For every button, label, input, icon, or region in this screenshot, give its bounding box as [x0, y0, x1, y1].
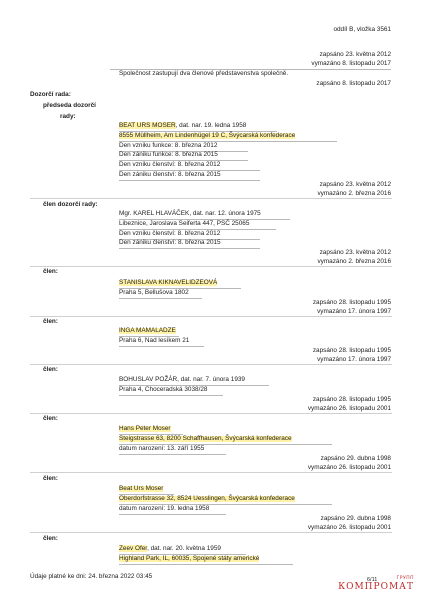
membership-start: Den vzniku členství: 8. března 2012 — [119, 161, 221, 168]
role-label: člen: — [43, 268, 58, 275]
person-dob: , dat. nar. 20. května 1959 — [147, 545, 221, 552]
role-label: člen: — [43, 535, 58, 542]
watermark-logo: ГРУПП КОМПРОМАТ — [338, 576, 414, 592]
person-address: Praha 5, Bellušova 1802 — [119, 289, 189, 296]
role-label: člen: — [43, 415, 58, 422]
entry-deleted-date: vymazáno 8. listopadu 2017 — [311, 60, 391, 67]
entry-registered-date: zapsáno 28. listopadu 1995 — [312, 396, 391, 403]
section-divider — [30, 266, 392, 267]
underline — [119, 180, 260, 181]
person-dob: datum narození: 19. ledna 1958 — [119, 505, 210, 512]
person-name: INGA MAMALADZE — [119, 327, 176, 334]
page-number: 6/11 — [367, 577, 378, 583]
entry-registered-date: zapsáno 23. května 2012 — [319, 51, 391, 58]
person-name: Hans Peter Moser — [119, 425, 171, 432]
person-address: Libeznice, Jaroslava Seiferta 447, PSČ 25065 — [119, 220, 250, 227]
underline — [119, 564, 293, 565]
entry-registered-date: zapsáno 8. listopadu 2017 — [316, 80, 391, 87]
underline — [119, 248, 260, 249]
entry-deleted-date: vymazáno 2. března 2016 — [317, 258, 391, 265]
section-divider — [30, 198, 392, 199]
person-name-line — [119, 546, 221, 552]
person-name: BEAT URS MOSER — [119, 122, 176, 129]
role-label: předseda dozorčí — [43, 102, 96, 109]
entry-deleted-date: vymazáno 17. února 1997 — [317, 308, 391, 315]
person-address: Praha 4, Choceradská 3038/28 — [119, 386, 208, 393]
person-address: Highland Park, IL, 60035, Spojené státy americké — [119, 555, 260, 562]
person-address: Oberdorfstrasse 32, 8524 Uesslingen, Švýcarská konfederace — [119, 495, 295, 502]
function-start: Den vzniku funkce: 8. března 2012 — [119, 142, 218, 149]
entry-deleted-date: vymazáno 26. listopadu 2001 — [307, 405, 391, 412]
document-reference: oddíl B, vložka 3561 — [333, 26, 391, 33]
role-label: člen: — [43, 475, 58, 482]
entry-registered-date: zapsáno 29. dubna 1998 — [320, 455, 391, 462]
membership-start: Den vzniku členství: 8. března 2012 — [119, 230, 221, 237]
section-divider — [30, 532, 392, 533]
role-label: člen: — [43, 318, 58, 325]
role-label: člen dozorčí rady: — [43, 201, 98, 208]
person-address: 8555 Müllheim, Am Lindenhügel 19 C, Švýcarská konfederace — [119, 132, 296, 139]
entry-deleted-date: vymazáno 26. listopadu 2001 — [307, 464, 391, 471]
footer-validity-date: Údaje platné ke dni: 24. března 2022 03:45 — [30, 573, 153, 580]
underline — [119, 395, 223, 396]
representation-text: Společnost zastupují dva členové představenstva společně. — [119, 70, 289, 77]
person-name: Zeev Ofer — [119, 545, 148, 552]
person-name: Mgr. KAREL HLAVÁČEK, dat. nar. 12. února 1975 — [119, 210, 261, 217]
section-divider — [30, 316, 392, 317]
role-label: člen: — [43, 366, 58, 373]
person-name-line — [119, 123, 246, 129]
person-name: STANISLAVA KIKNAVELIDZEOVÁ — [119, 279, 218, 286]
membership-end: Den zániku členství: 8. března 2015 — [119, 171, 221, 178]
role-label: rady: — [60, 113, 76, 120]
underline — [119, 454, 226, 455]
person-name: BOHUSLAV POŽÁR, dat. nar. 7. února 1939 — [119, 376, 245, 383]
section-divider — [30, 364, 392, 365]
membership-end: Den zániku členství: 8. března 2015 — [119, 239, 221, 246]
entry-registered-date: zapsáno 29. dubna 1998 — [320, 515, 391, 522]
section-title: Dozorčí rada: — [30, 91, 71, 98]
person-dob: , dat. nar. 19. ledna 1958 — [175, 122, 247, 129]
entry-deleted-date: vymazáno 17. února 1997 — [317, 356, 391, 363]
underline — [119, 514, 226, 515]
person-dob: datum narození: 13. září 1955 — [119, 445, 205, 452]
entry-deleted-date: vymazáno 2. března 2016 — [317, 190, 391, 197]
entry-registered-date: zapsáno 23. května 2012 — [319, 181, 391, 188]
section-divider — [30, 413, 392, 414]
underline — [119, 298, 202, 299]
function-end: Den zániku funkce: 8. března 2015 — [119, 151, 218, 158]
entry-registered-date: zapsáno 23. května 2012 — [319, 249, 391, 256]
person-name: Beat Urs Moser — [119, 485, 164, 492]
entry-registered-date: zapsáno 28. listopadu 1995 — [312, 347, 391, 354]
entry-registered-date: zapsáno 28. listopadu 1995 — [312, 299, 391, 306]
person-address: Steigstrasse 63, 8200 Schaffhausen, Švýcarská konfederace — [119, 435, 292, 442]
person-address: Praha 6, Nad lesíkem 21 — [119, 337, 190, 344]
underline — [119, 346, 204, 347]
entry-deleted-date: vymazáno 26. listopadu 2001 — [307, 524, 391, 531]
section-divider — [30, 472, 392, 473]
